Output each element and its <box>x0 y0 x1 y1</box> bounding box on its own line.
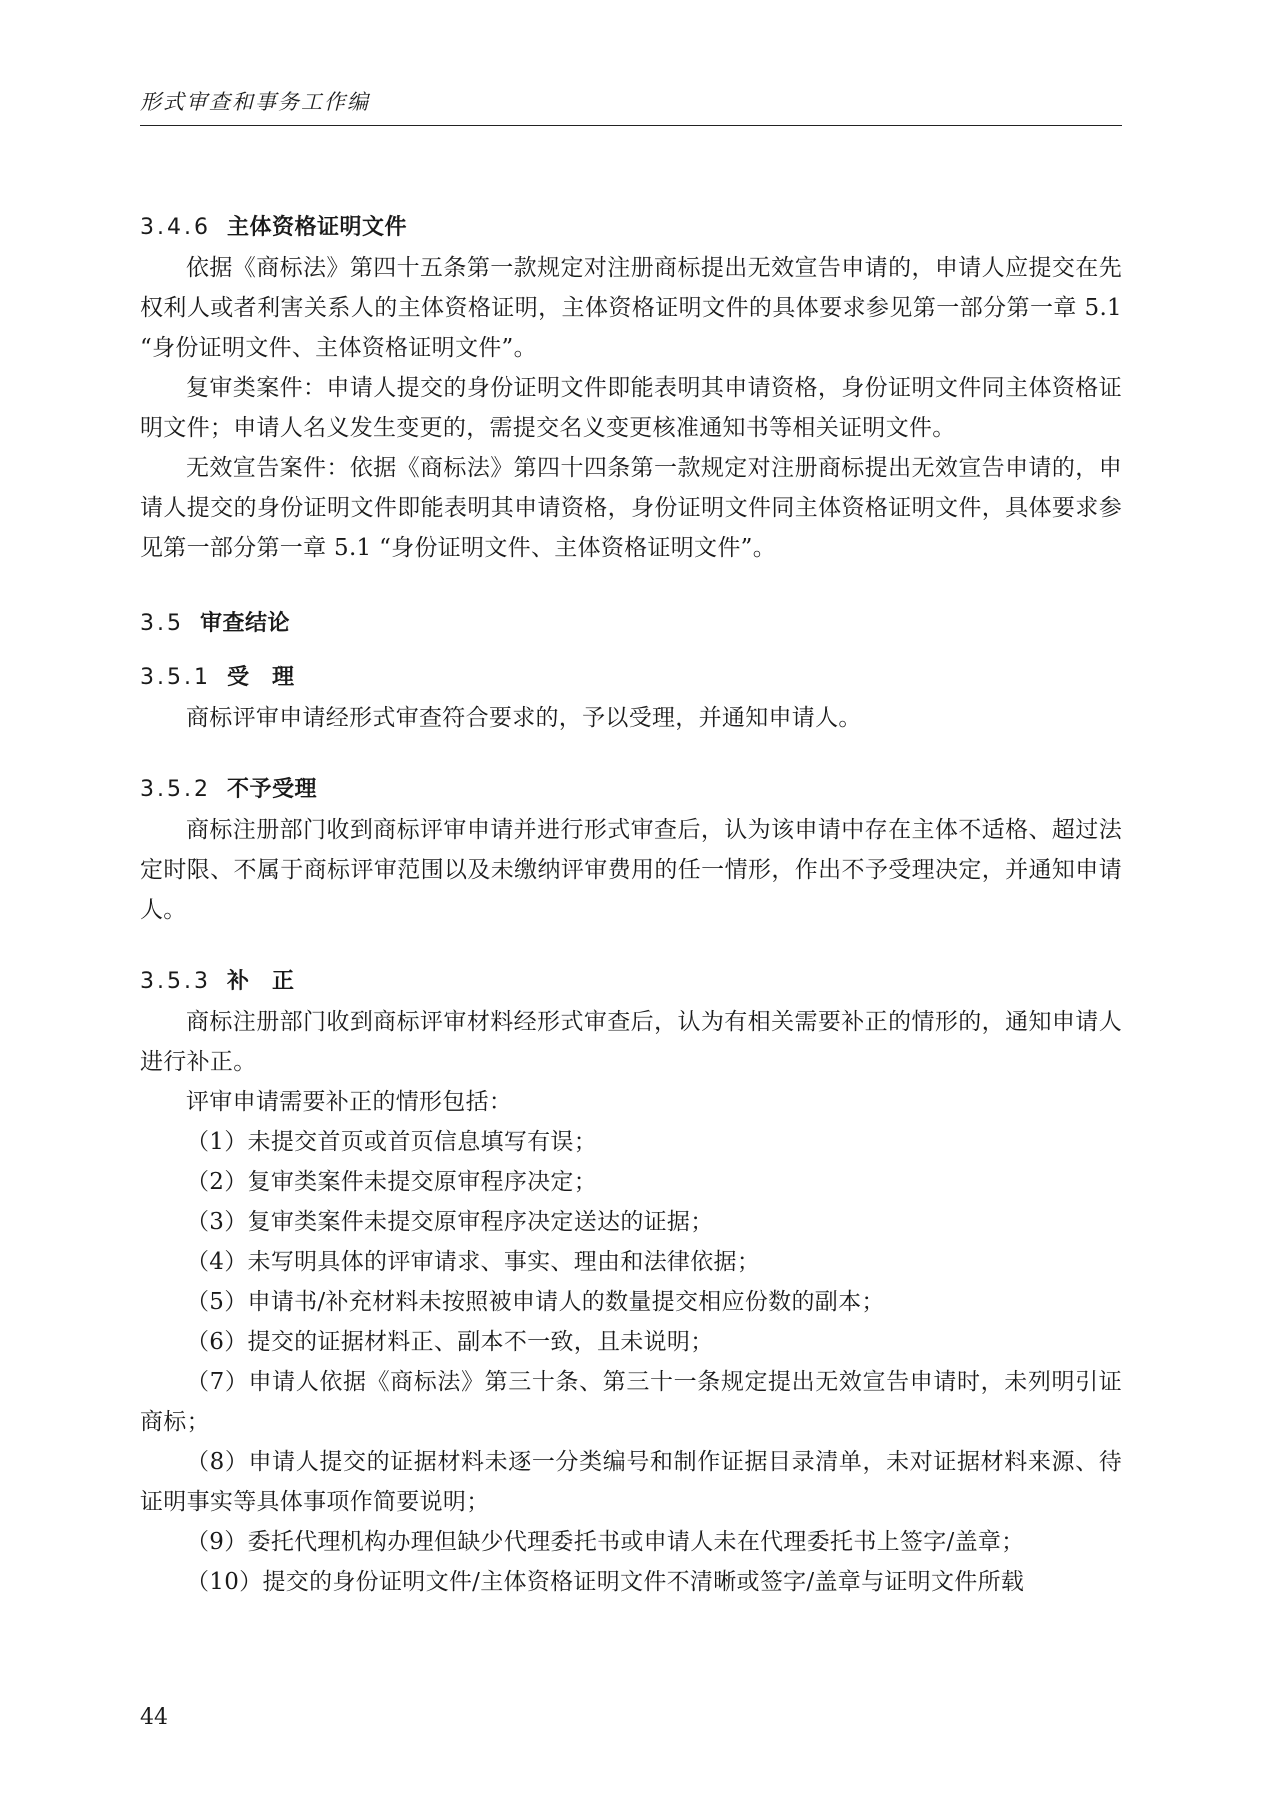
paragraph: 商标注册部门收到商标评审材料经形式审查后，认为有相关需要补正的情形的，通知申请人进行补正。 <box>140 1009 1122 1075</box>
section-number: 3.5.2 <box>140 777 211 802</box>
paragraph: 商标注册部门收到商标评审申请并进行形式审查后，认为该申请中存在主体不适格、超过法定时限、不属于商标评审范围以及未缴纳评审费用的任一情形，作出不予受理决定，并通知申请人。 <box>140 817 1122 923</box>
section-title: 审查结论 <box>200 611 291 636</box>
list-item: （1）未提交首页或首页信息填写有误； <box>186 1129 598 1155</box>
list-item: （3）复审类案件未提交原审程序决定送达的证据； <box>186 1209 714 1235</box>
section-heading-3-4-6 <box>140 208 1122 248</box>
running-header: 形式审查和事务工作编 <box>140 90 370 114</box>
header-rule <box>140 125 1122 126</box>
list-item: （5）申请书/补充材料未按照被申请人的数量提交相应份数的副本； <box>186 1289 885 1315</box>
paragraph: 评审申请需要补正的情形包括： <box>186 1089 513 1115</box>
section-number: 3.4.6 <box>140 215 211 240</box>
section-number: 3.5 <box>140 611 184 636</box>
list-item: （4）未写明具体的评审请求、事实、理由和法律依据； <box>186 1249 761 1275</box>
paragraph: 复审类案件：申请人提交的身份证明文件即能表明其申请资格，身份证明文件同主体资格证明文件；申请人名义发生变更的，需提交名义变更核准通知书等相关证明文件。 <box>140 375 1122 441</box>
section-heading-3-5-1 <box>140 658 1122 698</box>
section-title: 受 理 <box>226 665 295 690</box>
paragraph: 依据《商标法》第四十五条第一款规定对注册商标提出无效宣告申请的，申请人应提交在先权利人或者利害关系人的主体资格证明，主体资格证明文件的具体要求参见第一部分第一章 5.1 “身份证明文件、主体资格证明文件”。 <box>140 255 1122 361</box>
page-body <box>140 208 1122 1602</box>
section-number: 3.5.1 <box>140 665 211 690</box>
section-title: 补 正 <box>226 969 295 994</box>
paragraph: 商标评审申请经形式审查符合要求的，予以受理，并通知申请人。 <box>186 705 862 731</box>
section-heading-3-5-3 <box>140 962 1122 1002</box>
list-item: （6）提交的证据材料正、副本不一致，且未说明； <box>186 1329 714 1355</box>
list-item: （7）申请人依据《商标法》第三十条、第三十一条规定提出无效宣告申请时，未列明引证商标； <box>140 1369 1122 1435</box>
paragraph: 无效宣告案件：依据《商标法》第四十四条第一款规定对注册商标提出无效宣告申请的，申请人提交的身份证明文件即能表明其申请资格，身份证明文件同主体资格证明文件，具体要求参见第一部分第一章 5.1 “身份证明文件、主体资格证明文件”。 <box>140 455 1122 561</box>
section-heading-3-5-2 <box>140 770 1122 810</box>
page-number: 44 <box>140 1705 168 1730</box>
section-number: 3.5.3 <box>140 969 211 994</box>
list-item: （8）申请人提交的证据材料未逐一分类编号和制作证据目录清单，未对证据材料来源、待证明事实等具体事项作简要说明； <box>140 1449 1122 1515</box>
section-heading-3-5 <box>140 604 1122 644</box>
section-title: 主体资格证明文件 <box>226 215 407 240</box>
section-title: 不予受理 <box>226 777 317 802</box>
list-item: （10）提交的身份证明文件/主体资格证明文件不清晰或签字/盖章与证明文件所载 <box>186 1569 1025 1595</box>
list-item: （9）委托代理机构办理但缺少代理委托书或申请人未在代理委托书上签字/盖章； <box>186 1529 1025 1555</box>
list-item: （2）复审类案件未提交原审程序决定； <box>186 1169 598 1195</box>
